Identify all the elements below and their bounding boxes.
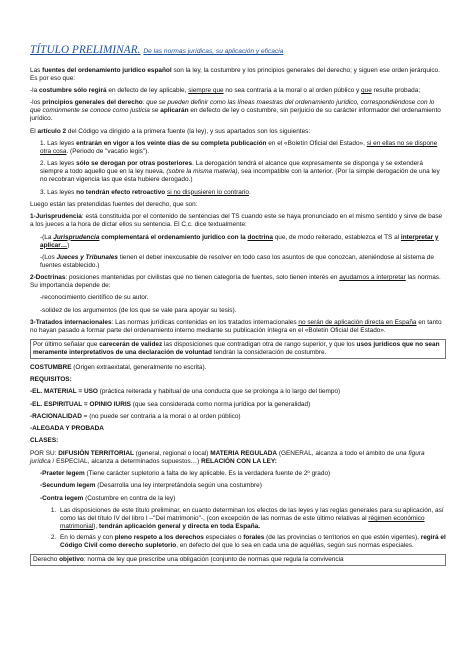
requisito-alegada: -ALEGADA Y PROBADA [30, 425, 104, 433]
title-subtitle: De las normas jurídicas, su aplicación y eficacia [143, 48, 284, 55]
custom-rule: -la costumbre sólo regirá en defecto de ley aplicable, siempre que no sea contraria a la moral o al orden público y que resulte probada; [30, 87, 421, 95]
clases-paragraph: POR SU: DIFUSIÓN TERRITORIAL (general, regional o local) MATERIA REGULADA (GENERAL, alcanza a todo el ámbito de una figura jurídica / ESPECIAL, alcanza a determinados supuestos…) RELACIÓN CON LA LEY: [30, 449, 425, 465]
document-title [30, 44, 446, 58]
title-main: TÍTULO PRELIMINAR. [30, 44, 141, 56]
derecho-objetivo-box: Derecho objetivo: norma de ley que prescribe una obligación (conjunto de normas que regula la convivencia [30, 554, 446, 566]
doctrinas-item-2: -solidez de los argumentos (de los que se vale para apoyar su tesis). [40, 306, 237, 314]
doctrinas-item-1: -reconocimiento científico de su autor. [40, 294, 149, 302]
clases-heading: CLASES: [30, 437, 59, 445]
jurisprudencia-quote-1: -(La Jurisprudencia complementará el ordenamiento jurídico con la doctrina que, de modo reiterado, establezca el TS al interpretar y aplicar…) [40, 233, 439, 249]
doctrinas-paragraph: 2-Doctrinas: posiciones mantenidas por civilistas que no tienen categoría de fuentes, solo tienen interés en ayudarnos a interpretar las normas. Su importancia depende de: [30, 274, 441, 290]
application-item-2: 2. En lo demás y con pleno respeto a los derechos especiales o forales (de las provincias o territorios en que estén vigentes), regirá el Código Civil como derecho supletorio, en defecto del que lo sea en cada una de aquéllas, según sus normas especiales. [58, 534, 446, 550]
intro-paragraph: Las fuentes del ordenamiento jurídico español son la ley, la costumbre y los principios generales del derecho; y siguen ese orden jerárquico. Es por eso que: [30, 66, 440, 82]
praeter-legem: -Praeter legem (Tiene carácter supletorio a falta de ley aplicable. Es la verdadera fuente de 2º grado) [40, 470, 331, 478]
principles-rule: -los principios generales del derecho: que se pueden definir como las líneas maestras del ordenamiento jurídico, correspondiéndose con lo que comúnmente se conoce como justicia se aplicarán en defecto de ley o costumbre, sin perjuicio de su carácter informador del ordenamiento jurídico. [30, 99, 441, 123]
secundum-legem: -Secundum legem (Desarrolla una ley interpretándola según una costumbre) [40, 482, 262, 490]
tratados-paragraph: 3-Tratados internacionales: Las normas jurídicas contenidas en los tratados internacionales no serán de aplicación directa en España en tanto no hayan pasado a formar parte del ordenamiento interno mediante su publicación íntegra en el «Boletín Oficial del Estado». [30, 319, 442, 335]
jurisprudencia-paragraph: 1-Jurisprudencia: está constituida por el contenido de sentencias del TS cuando este se haya pronunciado en el mismo sentido y sirve de base a los jueces a la hora de dictar ellos su sentencia. El C.c. dice textualmente: [30, 213, 443, 229]
contra-legem: -Contra legem (Costumbre en contra de la ley) [40, 494, 176, 502]
requisito-material: -EL. MATERIAL = USO (práctica reiterada y habitual de una conducta que se prolonga a lo largo del tiempo) [30, 388, 341, 396]
derived-sources-intro: Luego están las pretendidas fuentes del derecho, que son: [30, 200, 198, 208]
article-2-point-1: 1. Las leyes entrarán en vigor a los veinte días de su completa publicación en el «Boletín Oficial del Estado», si en ellas no se dispone otra cosa. (Periodo de "vacatio legis"). [40, 140, 438, 156]
application-list [30, 507, 446, 550]
jurisprudencia-quote-2: -(Los Jueces y Tribunales tienen el deber inexcusable de resolver en todo caso los asuntos de que conozcan, ateniéndose al sistema de fuentes establecido.) [40, 253, 434, 269]
requisito-racionalidad: -RACIONALIDAD = (no puede ser contraria a la moral o al orden público) [30, 412, 241, 420]
application-item-1: 1. Las disposiciones de este título preliminar, en cuanto determinan los efectos de las leyes y las reglas generales para su aplicación, así como las del título IV del libro I –"Del matrimonio"-, (con excepción de las normas de este último relativas al régimen económico matrimonial), tendrán aplicación general y directa en toda España. [58, 507, 446, 531]
requisito-espiritual: -EL. ESPIRITUAL = OPINIO IURIS (que sea considerada como norma jurídica por la generalidad) [30, 400, 311, 408]
validity-note-box: Por último señalar que carecerán de validez las disposiciones que contradigan otra de rango superior, y que los usos jurídicos que no sean meramente interpretativos de una declaración de voluntad tendrán la consideración de costumbre. [30, 339, 446, 359]
requisitos-heading: REQUISITOS: [30, 375, 72, 383]
costumbre-heading: COSTUMBRE (Origen extraextatal, generalmente no escrita). [30, 363, 207, 371]
article-2-intro: El artículo 2 del Código va dirigido a la primera fuente (la ley), y sus apartados son los siguientes: [30, 127, 311, 135]
article-2-point-2: 2. Las leyes sólo se derogan por otras posteriores. La derogación tendrá el alcance que expresamente se disponga y se extenderá siempre a todo aquello que en la ley nueva, (sobre la misma materia), sea incompatible con la anterior. (Por la simple derogación de una ley no recobran vigencia las que ésta hubiere derogado.) [40, 160, 440, 184]
article-2-point-3: 3. Las leyes no tendrán efecto retroactivo si no dispusieren lo contrario. [40, 188, 251, 196]
